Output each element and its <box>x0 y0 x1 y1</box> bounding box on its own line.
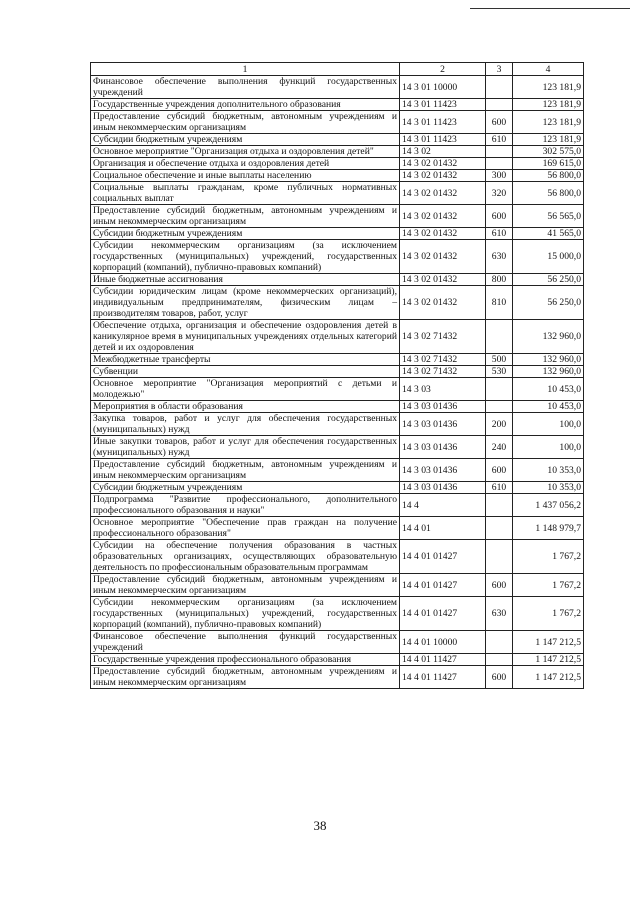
expense-name-cell: Финансовое обеспечение выполнения функций государственных учреждений <box>91 631 400 654</box>
expense-name-cell: Предоставление субсидий бюджетным, автономным учреждениям и иным некоммерческим организациям <box>91 111 400 134</box>
expense-type-cell <box>486 631 513 654</box>
target-code-cell: 14 3 01 11423 <box>400 134 486 146</box>
expense-name-cell: Организация и обеспечение отдыха и оздоровления детей <box>91 158 400 170</box>
table-row <box>91 401 584 413</box>
expense-name-cell: Мероприятия в области образования <box>91 401 400 413</box>
target-code-cell: 14 4 01 01427 <box>400 597 486 631</box>
table-row <box>91 517 584 540</box>
amount-cell: 123 181,9 <box>513 76 584 99</box>
expense-name-cell: Государственные учреждения профессионального образования <box>91 654 400 666</box>
expense-type-cell <box>486 401 513 413</box>
amount-cell: 41 565,0 <box>513 228 584 240</box>
amount-cell: 1 767,2 <box>513 540 584 574</box>
table-row <box>91 540 584 574</box>
target-code-cell: 14 4 01 01427 <box>400 540 486 574</box>
amount-cell: 169 615,0 <box>513 158 584 170</box>
expense-type-cell: 300 <box>486 170 513 182</box>
amount-cell: 10 453,0 <box>513 401 584 413</box>
table-row <box>91 354 584 366</box>
amount-cell: 123 181,9 <box>513 99 584 111</box>
expense-type-cell: 630 <box>486 597 513 631</box>
amount-cell: 1 147 212,5 <box>513 666 584 689</box>
expense-type-cell: 600 <box>486 205 513 228</box>
expense-type-cell: 240 <box>486 436 513 459</box>
amount-cell: 56 250,0 <box>513 274 584 286</box>
expense-name-cell: Социальные выплаты гражданам, кроме публичных нормативных социальных выплат <box>91 182 400 205</box>
amount-cell: 302 575,0 <box>513 146 584 158</box>
expense-name-cell: Предоставление субсидий бюджетным, автономным учреждениям и иным некоммерческим организациям <box>91 666 400 689</box>
expense-type-cell: 630 <box>486 240 513 274</box>
table-row <box>91 182 584 205</box>
amount-cell: 1 147 212,5 <box>513 631 584 654</box>
target-code-cell: 14 3 03 01436 <box>400 413 486 436</box>
table-row <box>91 146 584 158</box>
amount-cell: 123 181,9 <box>513 134 584 146</box>
table-row <box>91 76 584 99</box>
amount-cell: 10 353,0 <box>513 459 584 482</box>
expense-name-cell: Закупка товаров, работ и услуг для обеспечения государственных (муниципальных) нужд <box>91 413 400 436</box>
expense-type-cell <box>486 146 513 158</box>
amount-cell: 10 353,0 <box>513 482 584 494</box>
amount-cell: 56 800,0 <box>513 182 584 205</box>
table-row <box>91 205 584 228</box>
expense-type-cell: 500 <box>486 354 513 366</box>
target-code-cell: 14 3 03 <box>400 378 486 401</box>
expense-name-cell: Финансовое обеспечение выполнения функций государственных учреждений <box>91 76 400 99</box>
table-row <box>91 666 584 689</box>
target-code-cell: 14 3 02 71432 <box>400 320 486 354</box>
expense-type-cell: 610 <box>486 228 513 240</box>
expense-type-cell: 600 <box>486 574 513 597</box>
amount-cell: 1 767,2 <box>513 574 584 597</box>
table-row <box>91 631 584 654</box>
expense-name-cell: Субсидии бюджетным учреждениям <box>91 228 400 240</box>
expense-type-cell <box>486 654 513 666</box>
table-row <box>91 286 584 320</box>
amount-cell: 1 437 056,2 <box>513 494 584 517</box>
expense-type-cell: 600 <box>486 111 513 134</box>
expense-name-cell: Субсидии бюджетным учреждениям <box>91 134 400 146</box>
table-row <box>91 158 584 170</box>
expense-type-cell: 800 <box>486 274 513 286</box>
header-col-4: 4 <box>513 63 584 76</box>
expense-type-cell <box>486 99 513 111</box>
expense-name-cell: Социальное обеспечение и иные выплаты населению <box>91 170 400 182</box>
expense-type-cell <box>486 378 513 401</box>
amount-cell: 132 960,0 <box>513 354 584 366</box>
target-code-cell: 14 3 02 01432 <box>400 274 486 286</box>
expense-type-cell <box>486 540 513 574</box>
expense-type-cell: 530 <box>486 366 513 378</box>
table-row <box>91 413 584 436</box>
header-col-1: 1 <box>91 63 400 76</box>
target-code-cell: 14 3 02 01432 <box>400 158 486 170</box>
expense-name-cell: Субсидии бюджетным учреждениям <box>91 482 400 494</box>
amount-cell: 1 147 212,5 <box>513 654 584 666</box>
table-row <box>91 654 584 666</box>
expense-type-cell: 610 <box>486 482 513 494</box>
target-code-cell: 14 3 02 01432 <box>400 182 486 205</box>
expense-name-cell: Иные бюджетные ассигнования <box>91 274 400 286</box>
target-code-cell: 14 3 02 71432 <box>400 366 486 378</box>
expense-type-cell: 600 <box>486 666 513 689</box>
target-code-cell: 14 3 03 01436 <box>400 482 486 494</box>
expense-type-cell: 200 <box>486 413 513 436</box>
amount-cell: 100,0 <box>513 436 584 459</box>
expense-name-cell: Обеспечение отдыха, организация и обеспечение оздоровления детей в каникулярное время в муниципальных учреждениях отдельных категорий детей и их оздоровления <box>91 320 400 354</box>
expense-name-cell: Предоставление субсидий бюджетным, автономным учреждениям и иным некоммерческим организациям <box>91 459 400 482</box>
expense-name-cell: Предоставление субсидий бюджетным, автономным учреждениям и иным некоммерческим организациям <box>91 205 400 228</box>
table-row <box>91 228 584 240</box>
expense-name-cell: Подпрограмма "Развитие профессионального, дополнительного профессионального образования и науки" <box>91 494 400 517</box>
expense-name-cell: Основное мероприятие "Организация мероприятий с детьми и молодежью" <box>91 378 400 401</box>
amount-cell: 1 767,2 <box>513 597 584 631</box>
target-code-cell: 14 3 02 71432 <box>400 354 486 366</box>
amount-cell: 56 800,0 <box>513 170 584 182</box>
expense-name-cell: Основное мероприятие "Организация отдыха и оздоровления детей" <box>91 146 400 158</box>
amount-cell: 132 960,0 <box>513 366 584 378</box>
table-row <box>91 170 584 182</box>
expense-type-cell <box>486 320 513 354</box>
expense-name-cell: Основное мероприятие "Обеспечение прав граждан на получение профессионального образования" <box>91 517 400 540</box>
expense-type-cell: 600 <box>486 459 513 482</box>
amount-cell: 123 181,9 <box>513 111 584 134</box>
expense-type-cell <box>486 76 513 99</box>
target-code-cell: 14 4 01 01427 <box>400 574 486 597</box>
expense-type-cell: 810 <box>486 286 513 320</box>
page-number: 38 <box>313 818 327 833</box>
target-code-cell: 14 3 01 11423 <box>400 99 486 111</box>
expense-type-cell: 610 <box>486 134 513 146</box>
target-code-cell: 14 4 <box>400 494 486 517</box>
target-code-cell: 14 3 02 01432 <box>400 170 486 182</box>
expense-name-cell: Субсидии некоммерческим организациям (за исключением государственных (муниципальных) учреждений, государственных корпораций (компаний), публично-правовых компаний) <box>91 597 400 631</box>
table-row <box>91 240 584 274</box>
target-code-cell: 14 4 01 11427 <box>400 666 486 689</box>
target-code-cell: 14 3 03 01436 <box>400 459 486 482</box>
expense-name-cell: Государственные учреждения дополнительного образования <box>91 99 400 111</box>
target-code-cell: 14 3 02 01432 <box>400 228 486 240</box>
target-code-cell: 14 3 02 <box>400 146 486 158</box>
table-row <box>91 597 584 631</box>
target-code-cell: 14 3 02 01432 <box>400 286 486 320</box>
amount-cell: 15 000,0 <box>513 240 584 274</box>
amount-cell: 56 565,0 <box>513 205 584 228</box>
expense-name-cell: Иные закупки товаров, работ и услуг для обеспечения государственных (муниципальных) нужд <box>91 436 400 459</box>
expense-name-cell: Субвенции <box>91 366 400 378</box>
table-row <box>91 134 584 146</box>
expense-type-cell <box>486 158 513 170</box>
target-code-cell: 14 3 01 10000 <box>400 76 486 99</box>
header-col-3: 3 <box>486 63 513 76</box>
target-code-cell: 14 3 03 01436 <box>400 401 486 413</box>
target-code-cell: 14 3 01 11423 <box>400 111 486 134</box>
expense-name-cell: Субсидии юридическим лицам (кроме некоммерческих организаций), индивидуальным предпринимателям, физическим лицам – производителям товаров, работ, услуг <box>91 286 400 320</box>
target-code-cell: 14 4 01 11427 <box>400 654 486 666</box>
table-row <box>91 494 584 517</box>
expense-name-cell: Субсидии некоммерческим организациям (за исключением государственных (муниципальных) учреждений, государственных корпораций (компаний), публично-правовых компаний) <box>91 240 400 274</box>
table-row <box>91 366 584 378</box>
table-row <box>91 436 584 459</box>
target-code-cell: 14 4 01 <box>400 517 486 540</box>
table-row <box>91 111 584 134</box>
amount-cell: 100,0 <box>513 413 584 436</box>
target-code-cell: 14 4 01 10000 <box>400 631 486 654</box>
expense-name-cell: Предоставление субсидий бюджетным, автономным учреждениям и иным некоммерческим организациям <box>91 574 400 597</box>
header-row <box>91 63 584 76</box>
expense-type-cell <box>486 517 513 540</box>
table-row <box>91 274 584 286</box>
top-rule <box>470 8 630 9</box>
table-row <box>91 99 584 111</box>
expense-name-cell: Межбюджетные трансферты <box>91 354 400 366</box>
table-row <box>91 482 584 494</box>
amount-cell: 10 453,0 <box>513 378 584 401</box>
expense-type-cell <box>486 494 513 517</box>
budget-table <box>90 62 584 689</box>
target-code-cell: 14 3 03 01436 <box>400 436 486 459</box>
amount-cell: 132 960,0 <box>513 320 584 354</box>
table-row <box>91 459 584 482</box>
amount-cell: 56 250,0 <box>513 286 584 320</box>
header-col-2: 2 <box>400 63 486 76</box>
table-row <box>91 320 584 354</box>
target-code-cell: 14 3 02 01432 <box>400 240 486 274</box>
table-row <box>91 574 584 597</box>
table-row <box>91 378 584 401</box>
target-code-cell: 14 3 02 01432 <box>400 205 486 228</box>
amount-cell: 1 148 979,7 <box>513 517 584 540</box>
expense-type-cell: 320 <box>486 182 513 205</box>
expense-name-cell: Субсидии на обеспечение получения образования в частных образовательных организациях, осуществляющих образовательную деятельность по профессиональным образовательным программам <box>91 540 400 574</box>
